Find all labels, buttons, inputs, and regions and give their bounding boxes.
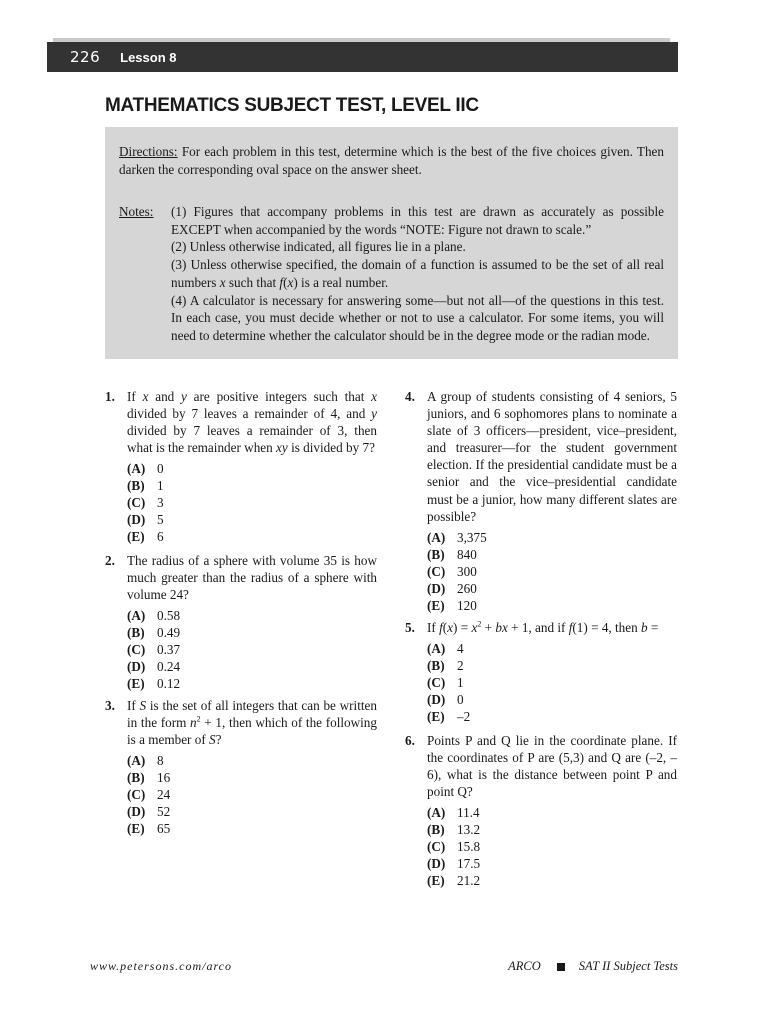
question-number: 6. (405, 733, 415, 748)
question-text: If x and y are positive integers such that x divided by 7 leaves a remainder of 4, and y divided by 7 leaves a remainder of 3, then what is the remainder when xy is divided by 7? (127, 389, 377, 456)
choice-letter: (A) (427, 805, 446, 821)
question (405, 388, 677, 614)
choice-letter: (B) (427, 822, 445, 838)
question-number: 5. (405, 620, 415, 635)
choice-value: –2 (457, 709, 471, 725)
choice[interactable] (427, 674, 677, 691)
page-header (47, 42, 678, 72)
choice-letter: (A) (127, 461, 146, 477)
choice-value: 0.37 (157, 642, 181, 658)
choice-list (427, 529, 677, 614)
choice-letter: (C) (127, 642, 146, 658)
choice-value: 0 (157, 461, 164, 477)
choice[interactable] (127, 624, 377, 641)
choice-value: 120 (457, 597, 477, 613)
question-number: 4. (405, 389, 415, 404)
choice-letter: (B) (427, 546, 445, 562)
square-bullet-icon (557, 963, 565, 971)
footer-right (508, 959, 678, 974)
note-item: (2) Unless otherwise indicated, all figures lie in a plane. (171, 239, 466, 255)
choice-letter: (E) (127, 529, 145, 545)
choice-letter: (A) (427, 529, 446, 545)
choice-value: 13.2 (457, 822, 481, 838)
choice-value: 15.8 (457, 839, 481, 855)
choice-value: 0.58 (157, 608, 181, 624)
choice-value: 1 (157, 478, 164, 494)
footer-url: www.petersons.com/arco (90, 959, 232, 973)
choice[interactable] (427, 872, 677, 889)
choice-value: 5 (157, 512, 164, 528)
choice[interactable] (127, 769, 377, 786)
choice-value: 65 (157, 821, 171, 837)
footer-publisher: ARCO (508, 959, 541, 973)
choice-letter: (C) (427, 563, 446, 579)
choice-value: 52 (157, 804, 171, 820)
directions-box (105, 127, 678, 359)
notes-label: Notes: (119, 204, 154, 219)
choice[interactable] (427, 708, 677, 725)
choice[interactable] (127, 786, 377, 803)
choice-value: 0 (457, 692, 464, 708)
choice-value: 840 (457, 546, 477, 562)
note-item: (1) Figures that accompany problems in this test are drawn as accurately as possible EXCEPT when accompanied by the words “NOTE: Figure not drawn to scale.” (171, 204, 664, 237)
choice-value: 3,375 (457, 529, 487, 545)
choice-letter: (C) (127, 787, 146, 803)
lesson-label: Lesson 8 (120, 49, 177, 65)
choice-letter: (B) (127, 770, 145, 786)
choice[interactable] (127, 511, 377, 528)
choice-list (427, 804, 677, 889)
choice[interactable] (427, 691, 677, 708)
choice[interactable] (427, 657, 677, 674)
note-item: (4) A calculator is necessary for answering some—but not all—of the questions in this test. In each case, you must decide whether or not to use a calculator. For some items, you will need to determine whether the calculator should be in the degree mode or the radian mode. (171, 292, 664, 343)
choice[interactable] (427, 597, 677, 614)
question (105, 552, 377, 692)
question-number: 2. (105, 553, 115, 568)
choice[interactable] (427, 855, 677, 872)
question (105, 697, 377, 837)
question-number: 3. (105, 698, 115, 713)
choice-letter: (B) (427, 658, 445, 674)
note-item: (3) Unless otherwise specified, the domain of a function is assumed to be the set of all real numbers x such that f(x) is a real number. (171, 257, 664, 290)
page-title: MATHEMATICS SUBJECT TEST, LEVEL IIC (105, 95, 479, 116)
choice[interactable] (427, 546, 677, 563)
choice-letter: (E) (427, 709, 445, 725)
notes (119, 203, 664, 345)
choice-letter: (D) (127, 659, 146, 675)
choice-value: 260 (457, 580, 477, 596)
question-text: A group of students consisting of 4 seniors, 5 juniors, and 6 sophomores plans to nominate a slate of 3 officers—president, vice–president, and treasurer—for the student government election. If the presidential candidate must be a senior and the vice–presidential candidate must be a junior, how many different slates are possible? (427, 389, 677, 524)
choice-letter: (C) (427, 839, 446, 855)
question (405, 732, 677, 889)
choice-letter: (D) (427, 692, 446, 708)
choice-value: 0.49 (157, 625, 181, 641)
choice-value: 24 (157, 787, 171, 803)
choice-value: 0.24 (157, 659, 181, 675)
choice-letter: (C) (427, 675, 446, 691)
choice[interactable] (427, 821, 677, 838)
choice[interactable] (127, 460, 377, 477)
question-text: Points P and Q lie in the coordinate plane. If the coordinates of P are (5,3) and Q are (–2, –6), what is the distance between point P and point Q? (427, 733, 677, 800)
choice-value: 21.2 (457, 873, 481, 889)
choice-letter: (D) (427, 856, 446, 872)
choice-value: 2 (457, 658, 464, 674)
choice-value: 6 (157, 529, 164, 545)
choice-value: 4 (457, 641, 464, 657)
choice[interactable] (427, 563, 677, 580)
choice-letter: (C) (127, 495, 146, 511)
question (405, 619, 677, 725)
choice[interactable] (127, 494, 377, 511)
choice-value: 0.12 (157, 676, 181, 692)
question (105, 388, 377, 545)
question-text: If $f(x) = x^2$ + bx + 1, and if f(1) = 4, then b = (427, 619, 659, 635)
choice-value: 300 (457, 563, 477, 579)
choice-value: 17.5 (457, 856, 481, 872)
choice-letter: (D) (127, 512, 146, 528)
choice-value: 8 (157, 753, 164, 769)
choice-value: 16 (157, 770, 171, 786)
directions-text: For each problem in this test, determine which is the best of the five choices given. Then darken the corresponding oval space on the answer sheet. (119, 144, 664, 177)
choice-list (127, 460, 377, 545)
choice-letter: (E) (127, 676, 145, 692)
choice-letter: (D) (127, 804, 146, 820)
directions (119, 143, 664, 178)
choice-value: 11.4 (457, 805, 480, 821)
choice-letter: (E) (127, 821, 145, 837)
choice-list (127, 752, 377, 837)
choice-letter: (A) (127, 753, 146, 769)
choice[interactable] (127, 528, 377, 545)
choice[interactable] (427, 640, 677, 657)
question-text: The radius of a sphere with volume 35 is how much greater than the radius of a sphere with volume 24? (127, 553, 377, 603)
footer-book-title: SAT II Subject Tests (578, 959, 678, 973)
directions-label: Directions: (119, 144, 178, 159)
choice-value: 1 (457, 675, 464, 691)
choice[interactable] (127, 607, 377, 624)
choice[interactable] (127, 820, 377, 837)
notes-list (171, 203, 664, 345)
choice[interactable] (427, 580, 677, 597)
choice[interactable] (127, 675, 377, 692)
choice[interactable] (127, 752, 377, 769)
choice[interactable] (427, 529, 677, 546)
choice[interactable] (127, 641, 377, 658)
choice-value: 3 (157, 495, 164, 511)
choice-letter: (B) (127, 478, 145, 494)
choice-list (427, 640, 677, 725)
choice[interactable] (427, 804, 677, 821)
choice-letter: (E) (427, 597, 445, 613)
choice-letter: (B) (127, 625, 145, 641)
question-number: 1. (105, 389, 115, 404)
choice-letter: (A) (127, 608, 146, 624)
choice[interactable] (127, 803, 377, 820)
choice-letter: (E) (427, 873, 445, 889)
choice[interactable] (127, 658, 377, 675)
choice-letter: (D) (427, 580, 446, 596)
page-number: 226 (70, 48, 101, 66)
choice-letter: (A) (427, 641, 446, 657)
choice-list (127, 607, 377, 692)
choice[interactable] (427, 838, 677, 855)
question-text: If S is the set of all integers that can be written in the form $n^2 + 1$, then which of the following is a member of S? (127, 698, 377, 748)
choice[interactable] (127, 477, 377, 494)
